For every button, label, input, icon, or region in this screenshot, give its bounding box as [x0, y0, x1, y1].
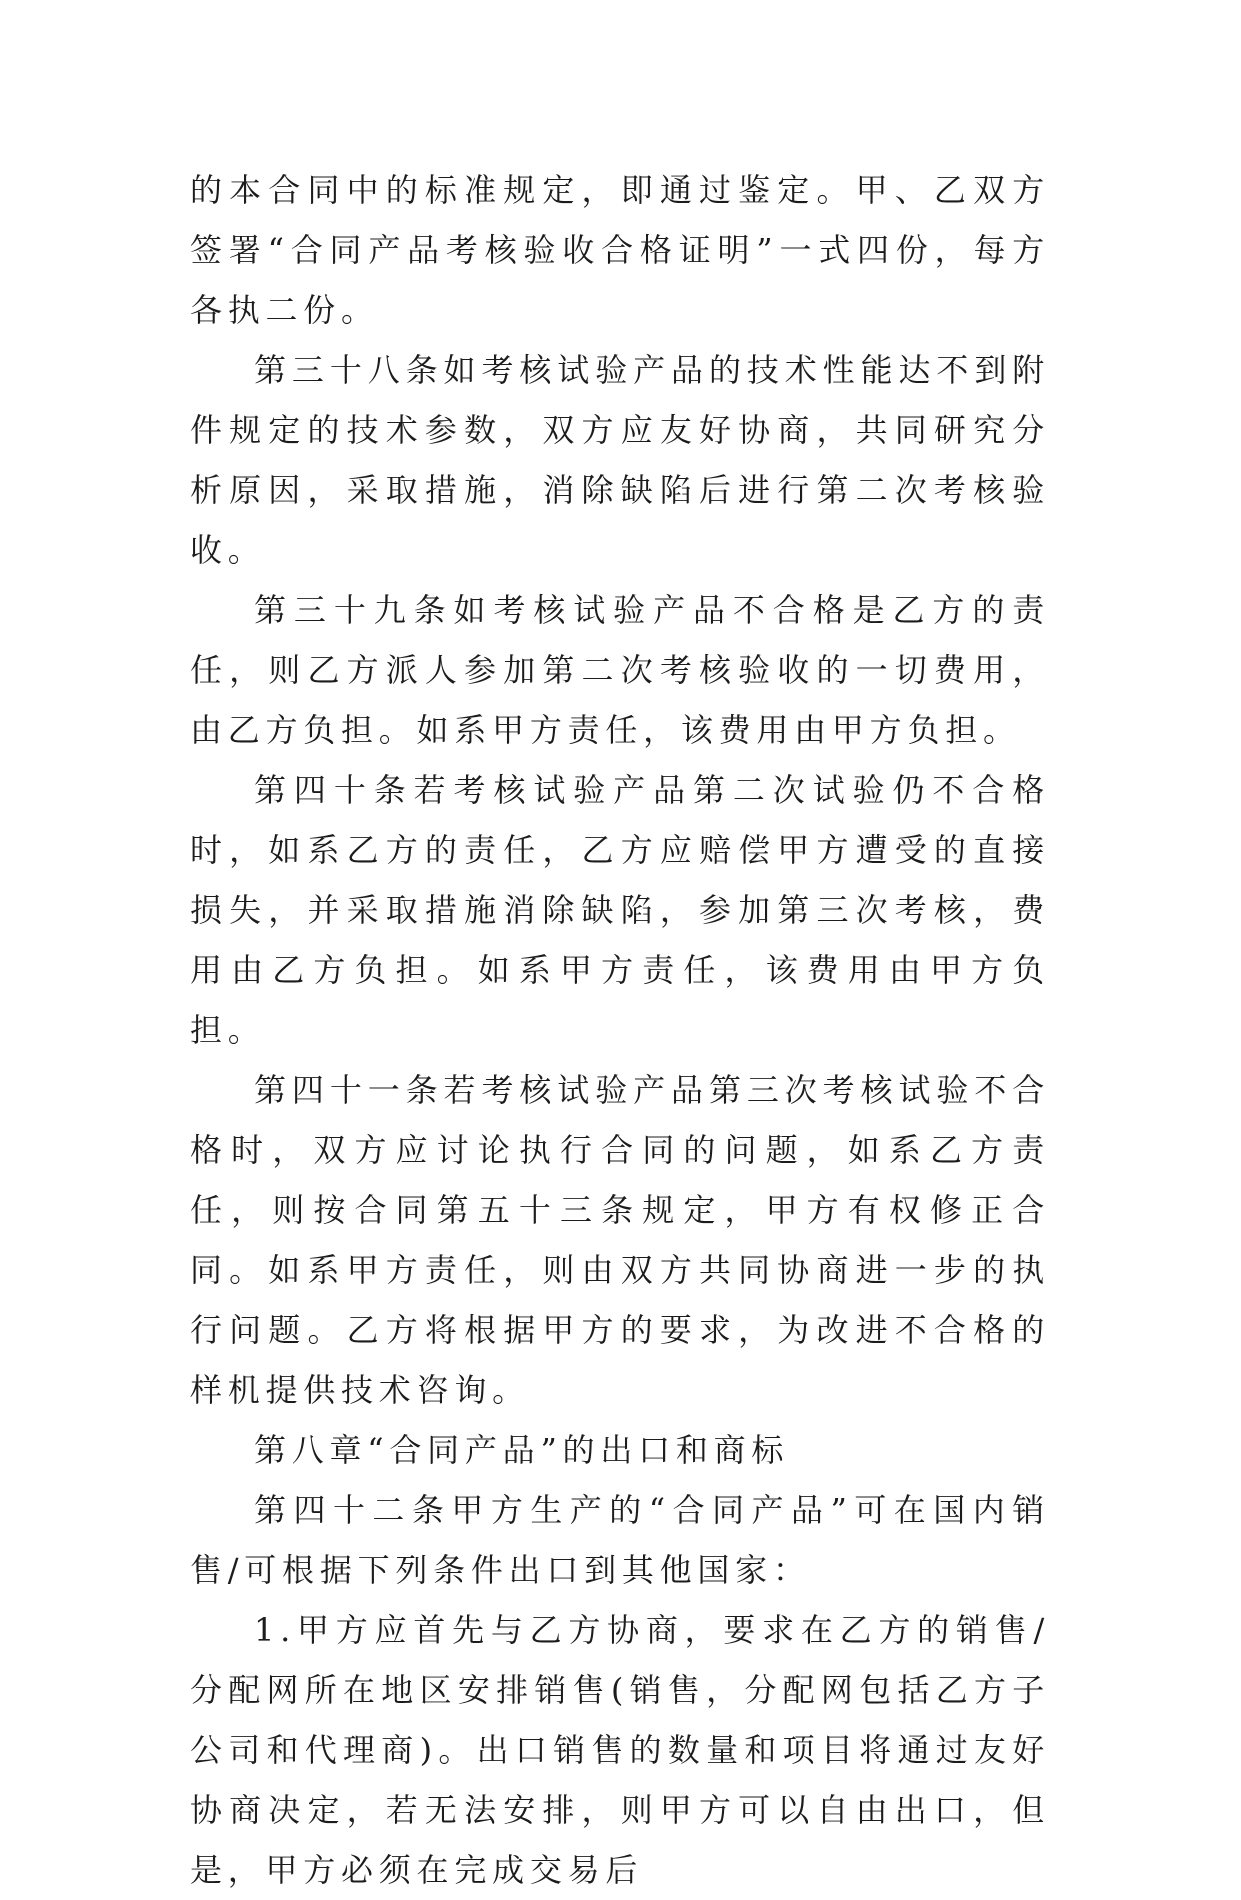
chapter-8-heading: 第八章“合同产品”的出口和商标 [254, 1431, 790, 1469]
paragraph-article-39: 第三十九条如考核试验产品不合格是乙方的责任，则乙方派人参加第二次考核验收的一切费用，由乙方负担。如系甲方责任，该费用由甲方负担。 [190, 591, 1050, 749]
paragraph-article-38: 第三十八条如考核试验产品的技术性能达不到附件规定的技术参数，双方应友好协商，共同研究分析原因，采取措施，消除缺陷后进行第二次考核验收。 [190, 351, 1050, 569]
document-body [190, 160, 1050, 1900]
paragraph-article-42: 第四十二条甲方生产的“合同产品”可在国内销售/可根据下列条件出口到其他国家： [190, 1491, 1050, 1589]
paragraph-article-40: 第四十条若考核试验产品第二次试验仍不合格时，如系乙方的责任，乙方应赔偿甲方遭受的直接损失，并采取措施消除缺陷，参加第三次考核，费用由乙方负担。如系甲方责任，该费用由甲方负担。 [190, 771, 1050, 1049]
paragraph-article-41: 第四十一条若考核试验产品第三次考核试验不合格时，双方应讨论执行合同的问题，如系乙方责任，则按合同第五十三条规定，甲方有权修正合同。如系甲方责任，则由双方共同协商进一步的执行问题。乙方将根据甲方的要求，为改进不合格的样机提供技术咨询。 [190, 1071, 1050, 1409]
paragraph-article-42-item-1: 1.甲方应首先与乙方协商，要求在乙方的销售/分配网所在地区安排销售(销售，分配网包括乙方子公司和代理商)。出口销售的数量和项目将通过友好协商决定，若无法安排，则甲方可以自由出口，但是，甲方必须在完成交易后 [190, 1611, 1050, 1889]
paragraph-continuation: 的本合同中的标准规定，即通过鉴定。甲、乙双方签署“合同产品考核验收合格证明”一式四份，每方各执二份。 [190, 171, 1050, 329]
